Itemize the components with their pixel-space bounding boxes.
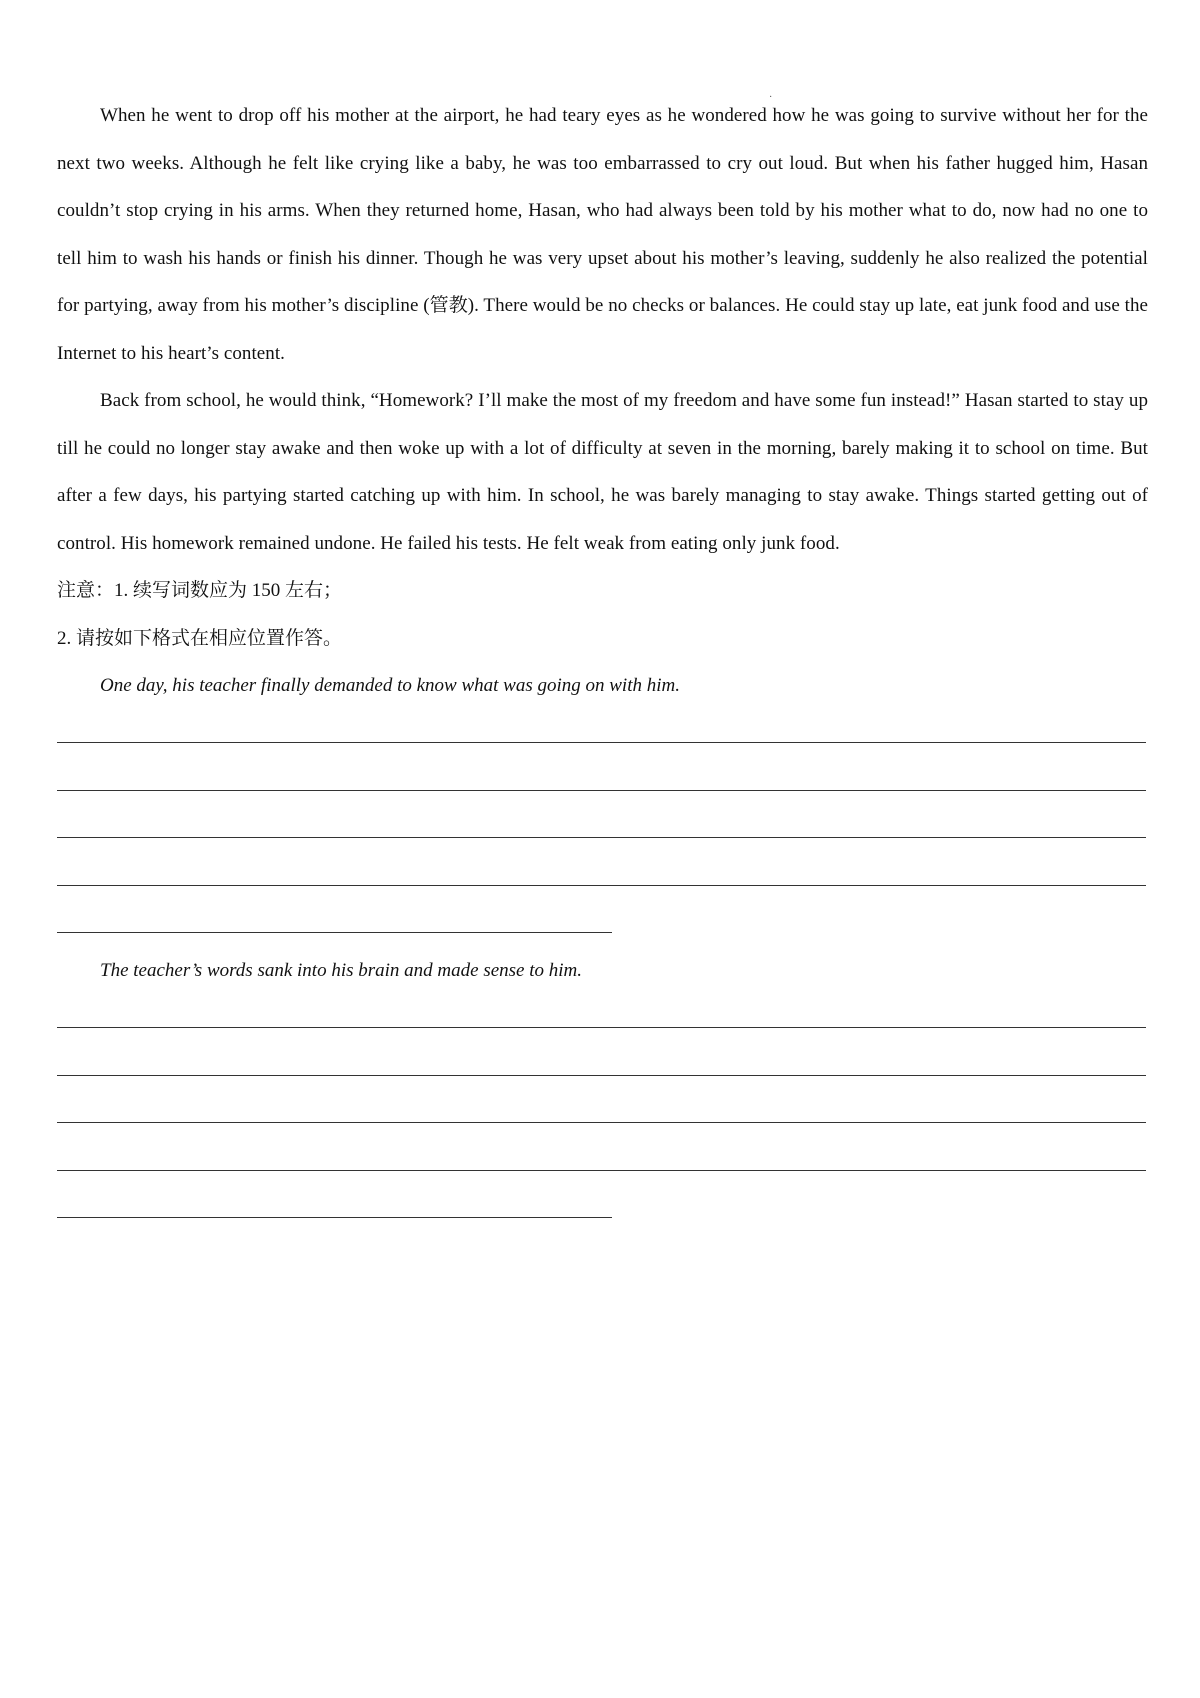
answer-area-1[interactable] (57, 710, 1148, 948)
answer-line[interactable] (57, 995, 1148, 1043)
passage-paragraph-1: When he went to drop off his mother at the airport, he had teary eyes as he wondered how he was going to survive without her for the next two weeks. Although he felt like crying like a baby, he was too embarrassed to cry out loud. But when his father hugged him, Hasan couldn’t stop crying in his arms. When they returned home, Hasan, who had always been told by his mother what to do, now had no one to tell him to wash his hands or finish his dinner. Though he was very upset about his mother’s leaving, suddenly he also realized the potential for partying, away from his mother’s discipline (管教). There would be no checks or balances. He could stay up late, eat junk food and use the Internet to his heart’s content. (57, 105, 1148, 364)
continuation-prompt-1: One day, his teacher finally demanded to know what was going on with him. (100, 675, 680, 696)
answer-line[interactable] (57, 852, 1148, 900)
answer-line[interactable] (57, 1090, 1148, 1138)
note-answer-format: 2. 请按如下格式在相应位置作答。 (57, 627, 343, 649)
answer-line-short[interactable] (57, 1185, 1148, 1233)
note-word-count: 注意：1. 续写词数应为 150 左右； (57, 580, 343, 601)
passage-paragraph-2: Back from school, he would think, “Homework? I’ll make the most of my freedom and have some fun instead!” Hasan started to stay up till he could no longer stay awake and then woke up with a lot of difficulty at seven in the morning, barely making it to school on time. But after a few days, his partying started catching up with him. In school, he was barely managing to stay awake. Things started getting out of control. His homework remained undone. He failed his tests. He felt weak from eating only junk food. (57, 390, 1148, 554)
answer-line-short[interactable] (57, 900, 1148, 948)
answer-line[interactable] (57, 805, 1148, 853)
stray-dot-mark: · (769, 92, 773, 103)
answer-area-2[interactable] (57, 995, 1148, 1233)
answer-line[interactable] (57, 1042, 1148, 1090)
answer-line[interactable] (57, 757, 1148, 805)
document-page (57, 92, 1148, 1232)
continuation-prompt-2: The teacher’s words sank into his brain and made sense to him. (100, 960, 583, 981)
answer-line[interactable] (57, 710, 1148, 758)
answer-line[interactable] (57, 1137, 1148, 1185)
